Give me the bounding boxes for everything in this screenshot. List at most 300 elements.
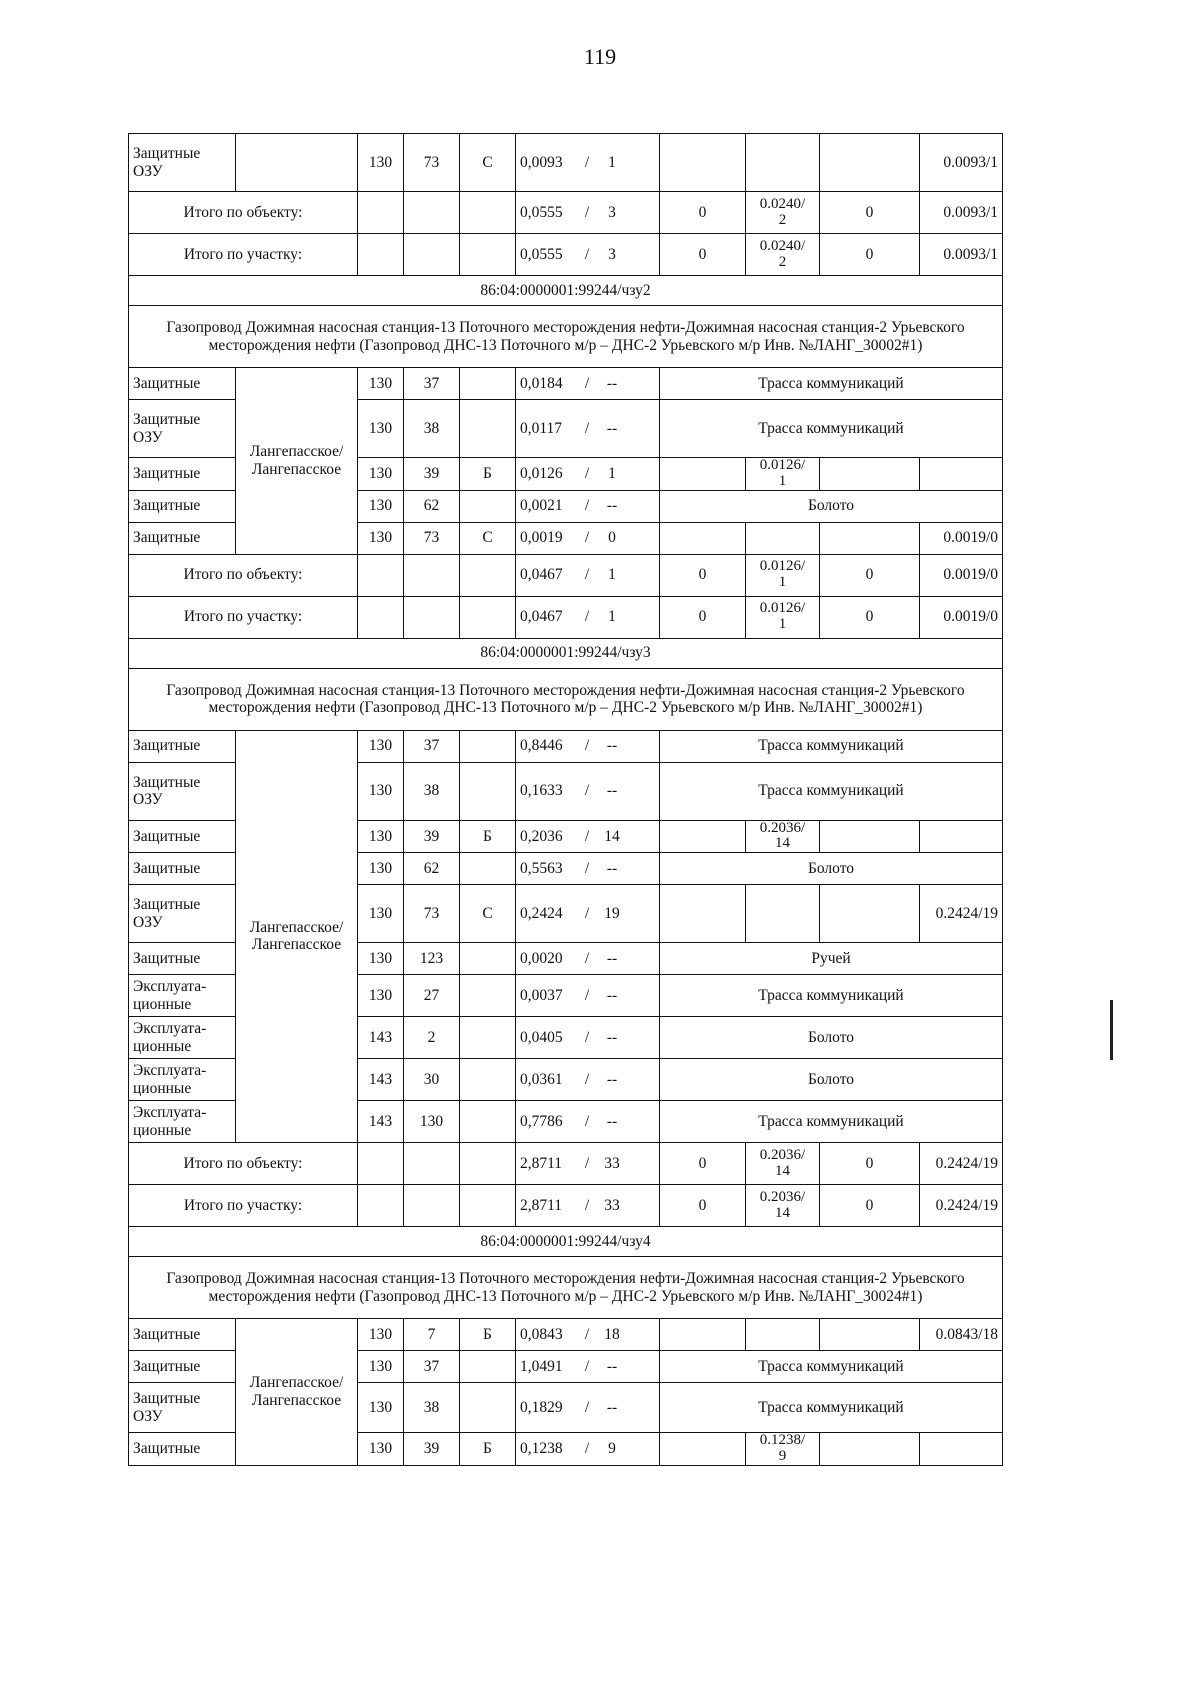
area-value: 0,5563 [520, 859, 563, 877]
col10-cell [920, 458, 1003, 491]
note-cell: Трасса коммуникаций [660, 1383, 1003, 1433]
area-value: 0,1238 [520, 1440, 563, 1458]
scan-edge-mark [1110, 1000, 1113, 1060]
fraction-bottom: 14 [775, 835, 790, 852]
col7-cell [660, 820, 746, 853]
col7-cell [660, 885, 746, 943]
col10-cell: 0.2424/19 [920, 1143, 1003, 1185]
number-cell: 130 [358, 1351, 404, 1383]
col7-cell [660, 522, 746, 554]
class-cell [460, 1059, 516, 1101]
number-cell: 130 [358, 885, 404, 943]
area-value: 0,0093 [520, 153, 563, 171]
area-slash: / [584, 827, 590, 845]
category-cell: Эксплуата-ционные [129, 975, 236, 1017]
number-cell: 130 [358, 400, 404, 458]
note-cell: Болото [660, 853, 1003, 885]
number-cell: 130 [358, 522, 404, 554]
category-cell: Эксплуата-ционные [129, 1101, 236, 1143]
kv-cell: 130 [404, 1101, 460, 1143]
class-cell [460, 975, 516, 1017]
count-value: 14 [604, 827, 620, 845]
area-slash: / [584, 497, 590, 515]
col9-cell: 0 [820, 234, 920, 276]
owner-cell [236, 134, 358, 192]
area-slash: / [584, 904, 590, 922]
area-value: 0,0467 [520, 566, 563, 584]
fraction-cell [746, 458, 820, 491]
category-cell: Защитные ОЗУ [129, 134, 236, 192]
section-description: Газопровод Дожимная насосная станция-13 Поточного месторождения нефти-Дожимная насосная станция-2 Урьевского месторождения нефти (Газопровод ДНС-13 Поточного м/р – ДНС-2 Урьевского м/р Инв. №ЛАНГ_30002#1) [129, 306, 1003, 368]
owner-cell: Лангепасское/ Лангепасское [236, 1319, 358, 1466]
class-cell [460, 762, 516, 820]
number-cell: 143 [358, 1101, 404, 1143]
class-cell [460, 368, 516, 400]
area-cell [516, 1351, 660, 1383]
number-cell: 130 [358, 730, 404, 762]
count-value: -- [606, 859, 618, 877]
fraction-cell [746, 134, 820, 192]
kv-cell: 38 [404, 400, 460, 458]
col7-cell: 0 [660, 234, 746, 276]
area-value: 0,0020 [520, 949, 563, 967]
area-cell [516, 1059, 660, 1101]
col10-cell: 0.0019/0 [920, 596, 1003, 638]
class-cell [460, 490, 516, 522]
col10-cell [920, 820, 1003, 853]
area-slash: / [584, 529, 590, 547]
class-cell [460, 1383, 516, 1433]
area-cell [516, 1185, 660, 1227]
count-value: 1 [608, 465, 616, 483]
category-cell: Защитные [129, 1433, 236, 1466]
number-cell: 130 [358, 1433, 404, 1466]
kv-cell: 73 [404, 134, 460, 192]
col9-cell [820, 134, 920, 192]
class-cell: С [460, 885, 516, 943]
count-value: 18 [604, 1325, 620, 1343]
class-cell [460, 853, 516, 885]
area-slash: / [584, 153, 590, 171]
fraction-bottom: 2 [778, 211, 787, 228]
note-cell: Болото [660, 490, 1003, 522]
fraction-top: 0.0126/ [759, 558, 806, 575]
totals-row [129, 554, 1003, 596]
count-value: -- [606, 374, 618, 392]
fraction-cell [746, 885, 820, 943]
section-description-row [129, 306, 1003, 368]
fraction-bottom: 14 [775, 1204, 790, 1221]
kv-cell: 73 [404, 885, 460, 943]
class-cell [460, 1017, 516, 1059]
area-value: 0,0467 [520, 608, 563, 626]
count-value: 19 [604, 904, 620, 922]
kv-cell [404, 554, 460, 596]
fraction-top: 0.0240/ [759, 195, 806, 212]
area-value: 2,8711 [520, 1154, 563, 1172]
area-slash: / [584, 782, 590, 800]
col10-cell: 0.2424/19 [920, 885, 1003, 943]
table-row [129, 368, 1003, 400]
count-value: -- [606, 782, 618, 800]
count-value: 33 [604, 1154, 620, 1172]
kv-cell: 62 [404, 853, 460, 885]
area-cell [516, 458, 660, 491]
area-value: 1,0491 [520, 1357, 563, 1375]
category-cell: Защитные [129, 522, 236, 554]
fraction-top: 0.2036/ [759, 1188, 806, 1205]
section-code-row [129, 276, 1003, 306]
number-cell: 130 [358, 368, 404, 400]
area-value: 0,0126 [520, 465, 563, 483]
count-value: 3 [608, 245, 616, 263]
area-value: 0,0037 [520, 986, 563, 1004]
kv-cell [404, 596, 460, 638]
area-slash: / [584, 1196, 590, 1214]
area-value: 0,1829 [520, 1398, 563, 1416]
area-value: 0,0184 [520, 374, 563, 392]
area-slash: / [584, 737, 590, 755]
category-cell: Защитные [129, 1319, 236, 1351]
area-cell [516, 596, 660, 638]
section-code: 86:04:0000001:99244/чзу2 [129, 276, 1003, 306]
fraction-cell [746, 554, 820, 596]
fraction-bottom: 1 [778, 616, 787, 632]
totals-row [129, 1185, 1003, 1227]
section-code: 86:04:0000001:99244/чзу4 [129, 1227, 1003, 1257]
fraction-top: 0.0240/ [759, 237, 806, 254]
area-cell [516, 943, 660, 975]
number-cell [358, 554, 404, 596]
area-cell [516, 490, 660, 522]
number-cell: 130 [358, 134, 404, 192]
totals-label: Итого по участку: [129, 1185, 358, 1227]
col9-cell [820, 820, 920, 853]
count-value: -- [606, 986, 618, 1004]
totals-row [129, 596, 1003, 638]
count-value: -- [606, 1398, 618, 1416]
kv-cell [404, 1185, 460, 1227]
area-value: 0,2036 [520, 827, 563, 845]
area-slash: / [584, 1357, 590, 1375]
count-value: 3 [608, 203, 616, 221]
kv-cell: 37 [404, 730, 460, 762]
area-cell [516, 1433, 660, 1466]
fraction-cell [746, 596, 820, 638]
fraction-top: 0.2036/ [759, 1146, 806, 1163]
number-cell: 130 [358, 1319, 404, 1351]
fraction-cell [746, 192, 820, 234]
note-cell: Болото [660, 1017, 1003, 1059]
class-cell [460, 596, 516, 638]
category-cell: Защитные ОЗУ [129, 762, 236, 820]
fraction-cell [746, 234, 820, 276]
totals-row [129, 234, 1003, 276]
count-value: -- [606, 1028, 618, 1046]
section-code: 86:04:0000001:99244/чзу3 [129, 638, 1003, 668]
col9-cell [820, 522, 920, 554]
count-value: -- [606, 1357, 618, 1375]
number-cell [358, 596, 404, 638]
area-cell [516, 400, 660, 458]
area-value: 0,0361 [520, 1070, 563, 1088]
area-cell [516, 1017, 660, 1059]
note-cell: Трасса коммуникаций [660, 975, 1003, 1017]
col7-cell [660, 458, 746, 491]
count-value: 0 [608, 529, 616, 547]
area-slash: / [584, 419, 590, 437]
area-cell [516, 853, 660, 885]
class-cell [460, 730, 516, 762]
count-value: 1 [608, 153, 616, 171]
col7-cell [660, 1319, 746, 1351]
totals-label: Итого по объекту: [129, 1143, 358, 1185]
kv-cell: 30 [404, 1059, 460, 1101]
count-value: 9 [608, 1440, 616, 1458]
area-cell [516, 762, 660, 820]
note-cell: Трасса коммуникаций [660, 368, 1003, 400]
class-cell [460, 554, 516, 596]
area-slash: / [584, 1154, 590, 1172]
note-cell: Трасса коммуникаций [660, 1101, 1003, 1143]
count-value: -- [606, 949, 618, 967]
table-row [129, 134, 1003, 192]
number-cell: 130 [358, 458, 404, 491]
area-cell [516, 554, 660, 596]
area-cell [516, 1143, 660, 1185]
area-slash: / [584, 1028, 590, 1046]
col10-cell [920, 1433, 1003, 1466]
area-value: 0,7786 [520, 1112, 563, 1130]
table-row [129, 730, 1003, 762]
kv-cell: 7 [404, 1319, 460, 1351]
area-cell [516, 885, 660, 943]
area-value: 0,0843 [520, 1325, 563, 1343]
note-cell: Трасса коммуникаций [660, 1351, 1003, 1383]
totals-label: Итого по объекту: [129, 192, 358, 234]
col9-cell: 0 [820, 1143, 920, 1185]
area-value: 0,0117 [520, 419, 563, 437]
kv-cell: 38 [404, 762, 460, 820]
col7-cell: 0 [660, 1185, 746, 1227]
class-cell: С [460, 522, 516, 554]
totals-row [129, 192, 1003, 234]
category-cell: Защитные [129, 490, 236, 522]
category-cell: Эксплуата-ционные [129, 1017, 236, 1059]
count-value: 33 [604, 1196, 620, 1214]
note-cell: Ручей [660, 943, 1003, 975]
col9-cell: 0 [820, 192, 920, 234]
owner-cell: Лангепасское/ Лангепасское [236, 368, 358, 555]
kv-cell [404, 192, 460, 234]
col7-cell [660, 134, 746, 192]
kv-cell: 123 [404, 943, 460, 975]
totals-label: Итого по объекту: [129, 554, 358, 596]
area-value: 0,0021 [520, 497, 563, 515]
area-cell [516, 1319, 660, 1351]
area-slash: / [584, 203, 590, 221]
note-cell: Болото [660, 1059, 1003, 1101]
fraction-bottom: 2 [778, 253, 787, 270]
col9-cell: 0 [820, 1185, 920, 1227]
section-code-row [129, 638, 1003, 668]
kv-cell: 37 [404, 368, 460, 400]
col10-cell: 0.0019/0 [920, 554, 1003, 596]
class-cell [460, 1143, 516, 1185]
category-cell: Эксплуата-ционные [129, 1059, 236, 1101]
area-value: 0,0405 [520, 1028, 563, 1046]
number-cell: 130 [358, 1383, 404, 1433]
col9-cell [820, 885, 920, 943]
class-cell [460, 400, 516, 458]
fraction-bottom: 1 [778, 574, 787, 590]
kv-cell: 2 [404, 1017, 460, 1059]
fraction-bottom: 14 [775, 1162, 790, 1179]
number-cell [358, 192, 404, 234]
area-cell [516, 1101, 660, 1143]
note-cell: Трасса коммуникаций [660, 400, 1003, 458]
area-slash: / [584, 986, 590, 1004]
area-slash: / [584, 1112, 590, 1130]
fraction-cell [746, 1319, 820, 1351]
col9-cell [820, 1319, 920, 1351]
kv-cell: 62 [404, 490, 460, 522]
class-cell [460, 192, 516, 234]
count-value: 1 [608, 608, 616, 626]
area-cell [516, 192, 660, 234]
area-value: 0,0555 [520, 203, 563, 221]
area-value: 0,1633 [520, 782, 563, 800]
area-value: 0,0555 [520, 245, 563, 263]
area-slash: / [584, 859, 590, 877]
kv-cell [404, 234, 460, 276]
fraction-cell [746, 1143, 820, 1185]
count-value: 1 [608, 566, 616, 584]
fraction-cell [746, 1433, 820, 1466]
fraction-cell [746, 1185, 820, 1227]
count-value: -- [606, 419, 618, 437]
kv-cell: 39 [404, 458, 460, 491]
area-slash: / [584, 1398, 590, 1416]
area-slash: / [584, 465, 590, 483]
category-cell: Защитные ОЗУ [129, 1383, 236, 1433]
count-value: -- [606, 1112, 618, 1130]
category-cell: Защитные [129, 730, 236, 762]
col9-cell [820, 1433, 920, 1466]
category-cell: Защитные [129, 1351, 236, 1383]
fraction-top: 0.0126/ [759, 457, 806, 473]
col7-cell [660, 1433, 746, 1466]
fraction-top: 0.1238/ [759, 1432, 806, 1448]
number-cell [358, 234, 404, 276]
fraction-top: 0.0126/ [759, 600, 806, 617]
col7-cell: 0 [660, 554, 746, 596]
class-cell: Б [460, 1319, 516, 1351]
area-cell [516, 1383, 660, 1433]
kv-cell [404, 1143, 460, 1185]
area-value: 0,0019 [520, 529, 563, 547]
kv-cell: 38 [404, 1383, 460, 1433]
area-cell [516, 975, 660, 1017]
area-slash: / [584, 1325, 590, 1343]
col7-cell: 0 [660, 596, 746, 638]
class-cell: Б [460, 1433, 516, 1466]
section-description-row [129, 668, 1003, 730]
totals-label: Итого по участку: [129, 234, 358, 276]
kv-cell: 39 [404, 820, 460, 853]
section-code-row [129, 1227, 1003, 1257]
class-cell [460, 943, 516, 975]
col7-cell: 0 [660, 1143, 746, 1185]
col10-cell: 0.0019/0 [920, 522, 1003, 554]
col9-cell: 0 [820, 596, 920, 638]
col9-cell: 0 [820, 554, 920, 596]
class-cell: Б [460, 820, 516, 853]
number-cell: 143 [358, 1059, 404, 1101]
area-slash: / [584, 949, 590, 967]
number-cell: 130 [358, 762, 404, 820]
number-cell: 143 [358, 1017, 404, 1059]
kv-cell: 27 [404, 975, 460, 1017]
class-cell [460, 1185, 516, 1227]
col10-cell: 0.0843/18 [920, 1319, 1003, 1351]
col7-cell: 0 [660, 192, 746, 234]
area-slash: / [584, 1070, 590, 1088]
number-cell: 130 [358, 820, 404, 853]
fraction-cell [746, 522, 820, 554]
section-description: Газопровод Дожимная насосная станция-13 Поточного месторождения нефти-Дожимная насосная станция-2 Урьевского месторождения нефти (Газопровод ДНС-13 Поточного м/р – ДНС-2 Урьевского м/р Инв. №ЛАНГ_30002#1) [129, 668, 1003, 730]
area-value: 0,8446 [520, 737, 563, 755]
totals-label: Итого по участку: [129, 596, 358, 638]
count-value: -- [606, 497, 618, 515]
class-cell: Б [460, 458, 516, 491]
note-cell: Трасса коммуникаций [660, 730, 1003, 762]
category-cell: Защитные [129, 853, 236, 885]
count-value: -- [606, 737, 618, 755]
area-value: 0,2424 [520, 904, 563, 922]
category-cell: Защитные [129, 943, 236, 975]
section-description: Газопровод Дожимная насосная станция-13 Поточного месторождения нефти-Дожимная насосная станция-2 Урьевского месторождения нефти (Газопровод ДНС-13 Поточного м/р – ДНС-2 Урьевского м/р Инв. №ЛАНГ_30024#1) [129, 1257, 1003, 1319]
area-slash: / [584, 245, 590, 263]
area-cell [516, 730, 660, 762]
area-cell [516, 368, 660, 400]
table-body [129, 134, 1003, 1466]
number-cell: 130 [358, 943, 404, 975]
fraction-cell [746, 820, 820, 853]
fraction-bottom: 9 [778, 1447, 787, 1464]
class-cell [460, 1351, 516, 1383]
class-cell [460, 1101, 516, 1143]
count-value: -- [606, 1070, 618, 1088]
category-cell: Защитные [129, 458, 236, 491]
col10-cell: 0.0093/1 [920, 134, 1003, 192]
number-cell: 130 [358, 975, 404, 1017]
class-cell: С [460, 134, 516, 192]
col10-cell: 0.0093/1 [920, 234, 1003, 276]
area-slash: / [584, 566, 590, 584]
fraction-bottom: 1 [778, 472, 787, 489]
number-cell [358, 1143, 404, 1185]
number-cell [358, 1185, 404, 1227]
area-cell [516, 522, 660, 554]
category-cell: Защитные [129, 820, 236, 853]
kv-cell: 73 [404, 522, 460, 554]
kv-cell: 39 [404, 1433, 460, 1466]
area-cell [516, 134, 660, 192]
area-value: 2,8711 [520, 1196, 563, 1214]
area-slash: / [584, 1440, 590, 1458]
area-slash: / [584, 608, 590, 626]
